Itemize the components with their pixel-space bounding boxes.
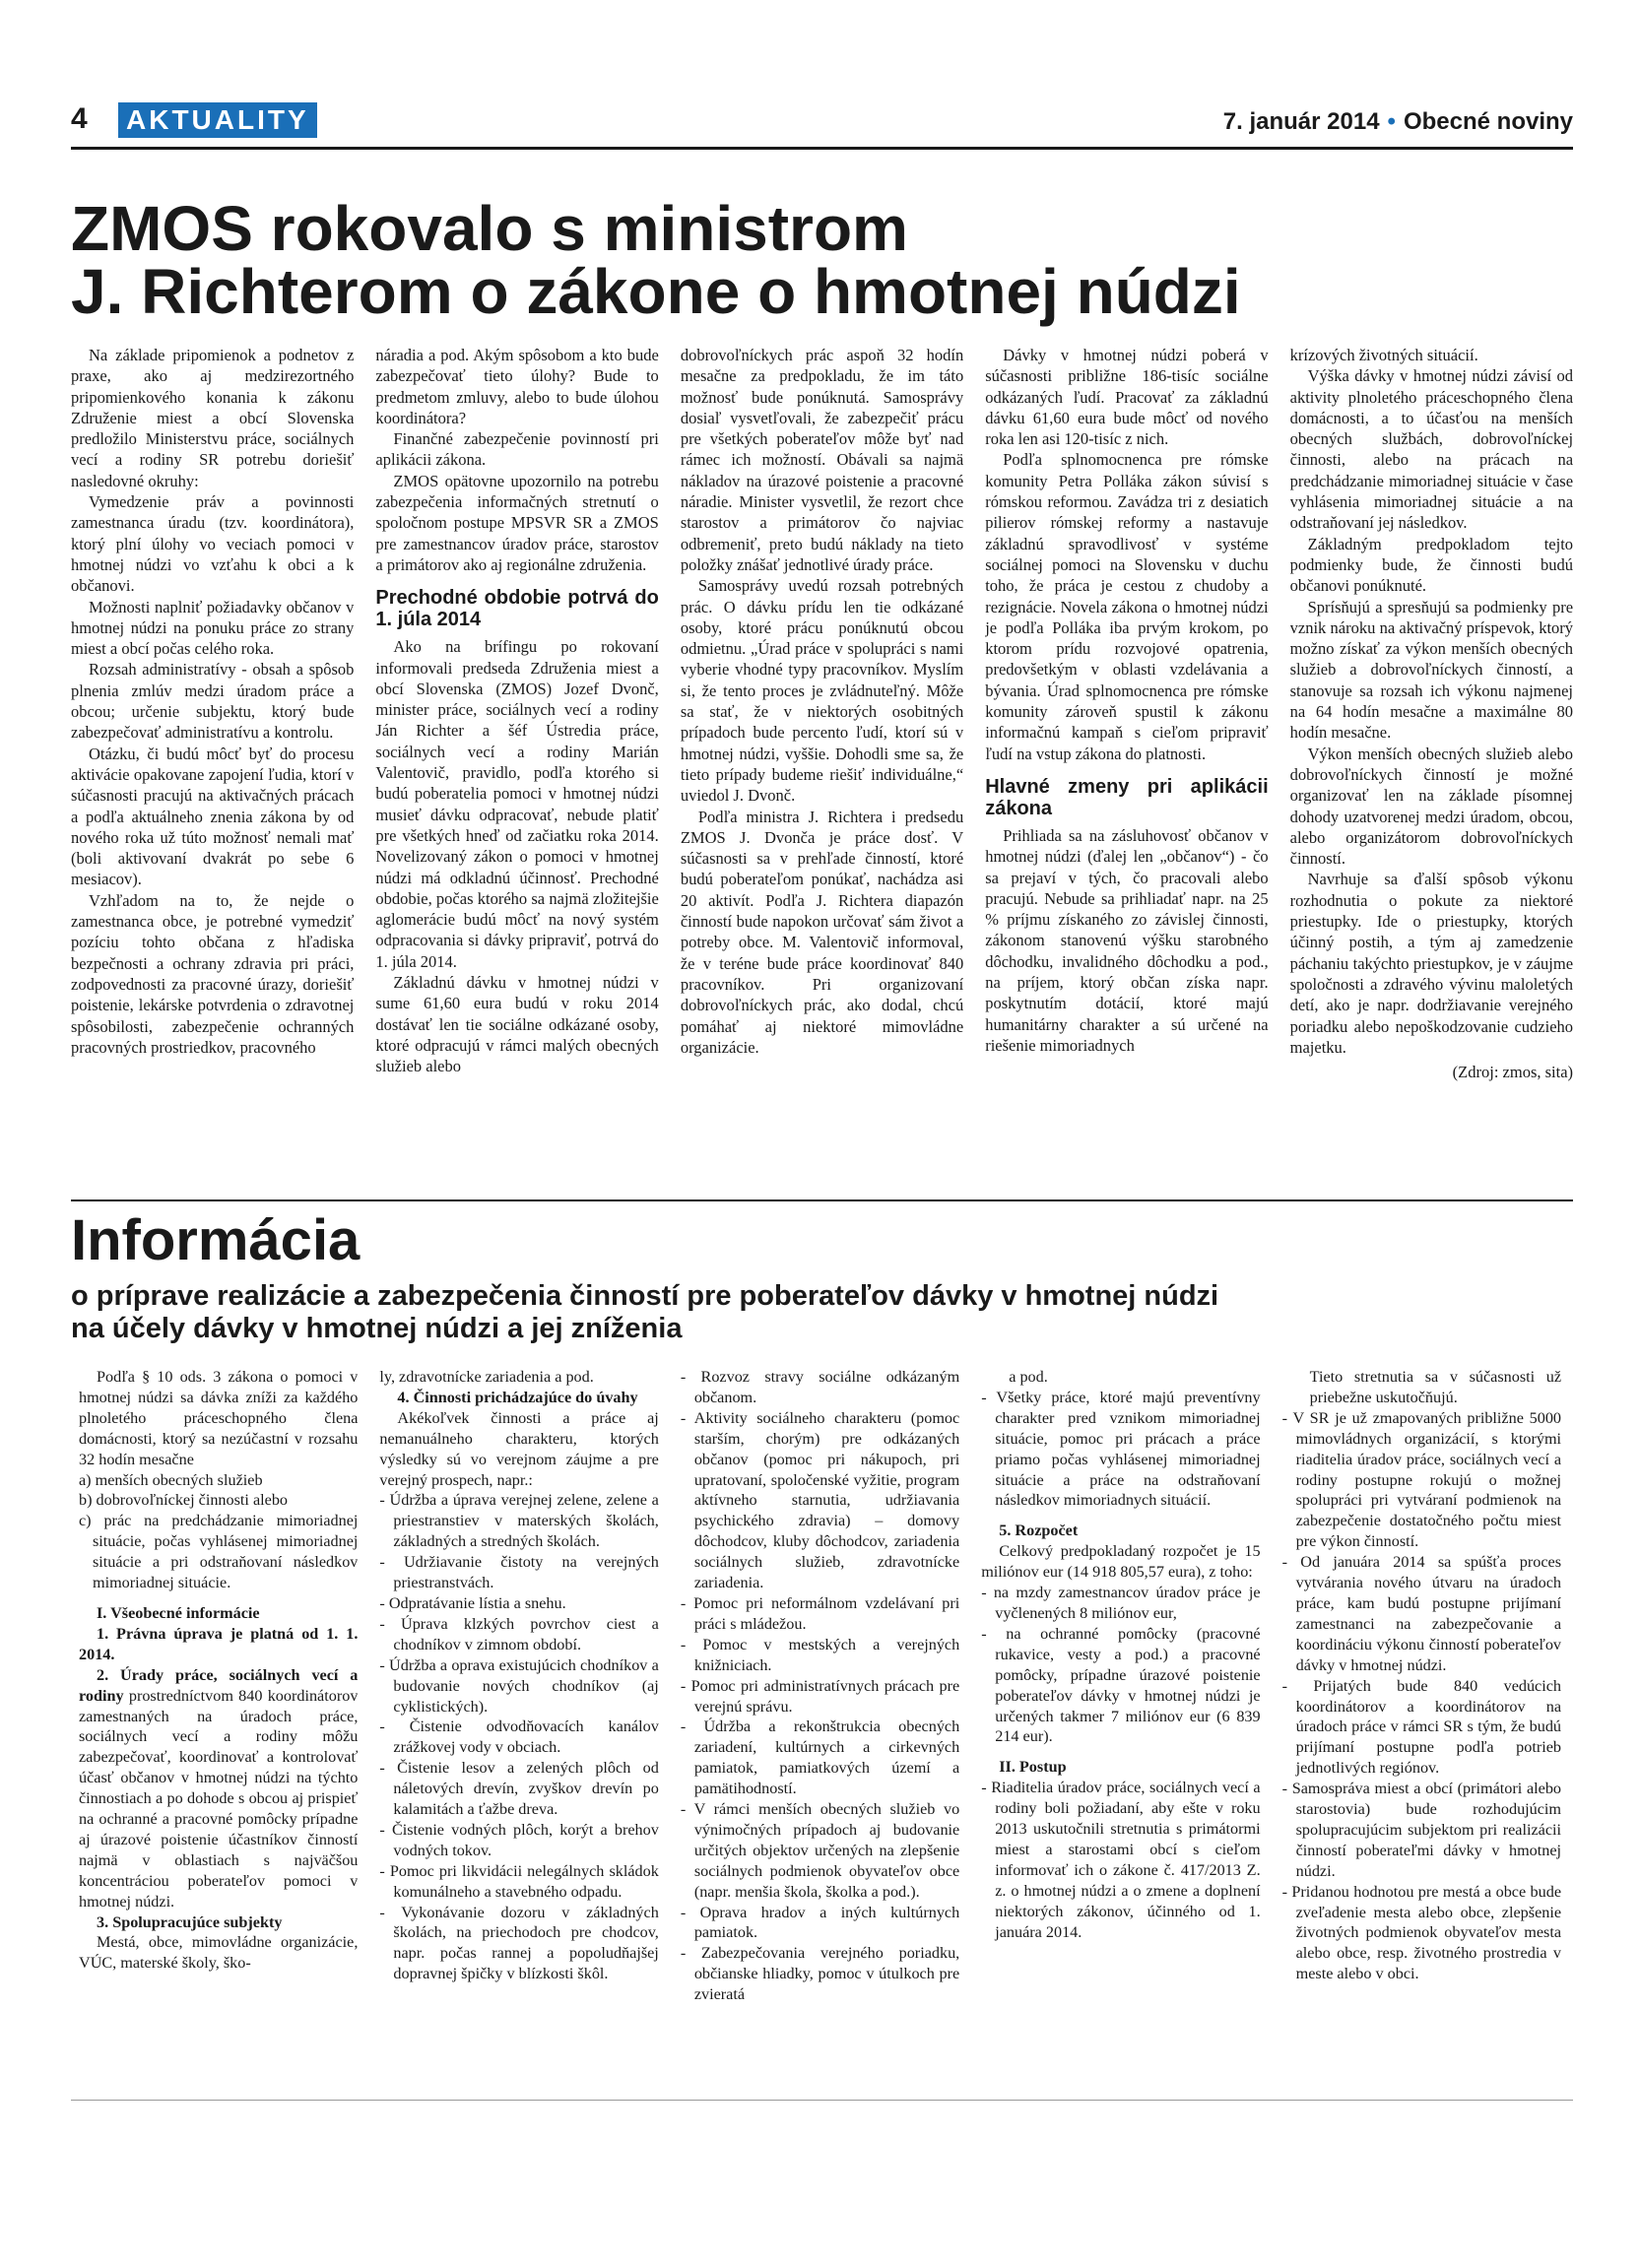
- list-item: - Pridanou hodnotou pre mestá a obce bude zveľadenie mesta alebo obce, zlepšenie životných podmienok obyvateľov mesta alebo obce, resp. životného prostredia v meste alebo v obci.: [1281, 1882, 1562, 1983]
- list-item: - Odpratávanie lístia a snehu.: [379, 1593, 566, 1612]
- list-item: - Pomoc v mestských a verejných knižniciach.: [680, 1635, 960, 1674]
- paragraph: ZMOS opätovne upozornilo na potrebu zabezpečenia informačných stretnutí o spoločnom postupe MPSVR SR a ZMOS pre zamestnancov úradov práce, starostov a primátorov ako aj regionálne združenia.: [375, 471, 659, 574]
- article1-body: [71, 345, 1573, 1192]
- paragraph: Sprísňujú a spresňujú sa podmienky pre vznik nároku na aktivačný príspevok, ktorý možno získať za výkon menších obecných služieb a dobrovoľníckych činností, a stanovuje sa rozsah ich výkonu najmenej na 64 hodín mesačne a maximálne 80 hodín mesačne.: [1289, 597, 1574, 743]
- list-item: a) menších obecných služieb: [79, 1470, 263, 1489]
- subheading: Hlavné zmeny pri aplikácii zákona: [985, 775, 1269, 819]
- article2-subhead-line1: o príprave realizácie a zabezpečenia činností pre poberateľov dávky v hmotnej núdzi: [71, 1280, 1219, 1312]
- article2-subhead-line2: na účely dávky v hmotnej núdzi a jej zníženia: [71, 1313, 683, 1344]
- bottom-divider: [71, 2100, 1573, 2101]
- section-heading: 3. Spolupracujúce subjekty: [97, 1912, 283, 1931]
- article2-col3: [681, 1367, 959, 2091]
- list-item: - Pomoc pri neformálnom vzdelávaní pri práci s mládežou.: [680, 1593, 960, 1633]
- divider: [71, 1199, 1573, 1201]
- list-item: - Zabezpečovania verejného poriadku, občianske hliadky, pomoc v útulkoch pre zvieratá: [680, 1944, 960, 2004]
- paragraph: [79, 1665, 358, 1912]
- paragraph: Základnú dávku v hmotnej núdzi v sume 61,60 eura budú v roku 2014 dostávať len tie sociálne odkázané osoby, ktoré odpracujú v rámci malých obecných služieb alebo: [375, 973, 659, 1076]
- section-heading: 4. Činnosti prichádzajúce do úvahy: [397, 1388, 638, 1406]
- article2-col2: [379, 1367, 658, 2091]
- article2-headline: Informácia: [71, 1208, 361, 1272]
- article1-headline-line1: ZMOS rokovalo s ministrom: [71, 193, 908, 264]
- list-item: - Údržba a oprava existujúcich chodníkov a budovanie nových chodníkov (aj cyklistických).: [379, 1655, 659, 1716]
- paragraph: dobrovoľníckych prác aspoň 32 hodín mesačne za predpokladu, že im táto možnosť bude ponúknutá. Samosprávy dosiaľ vysvetľovali, že zabezpečiť prácu pre všetkých poberateľov môže byť nad rámec ich možností. Obávali sa najmä nákladov na úrazové poistenie a pracovné náradie. Minister vysvetlil, že rezort chce starostov a primátorov čo najviac odbremeniť, preto budú náklady na tieto položky znášať jednotlivé úrady práce.: [680, 346, 964, 574]
- paragraph: Tieto stretnutia sa v súčasnosti už priebežne uskutočňujú.: [1309, 1368, 1562, 1406]
- section-label: AKTUALITY: [118, 102, 317, 138]
- article2-col4: [981, 1367, 1260, 2091]
- list-item: - Všetky práce, ktoré majú preventívny charakter pred vznikom mimoriadnej situácie, pomoc pri prácach a práce priamo počas vyhlásenej mimoriadnej situácie a práce na odstraňovaní následkov mimoriadnych situácií.: [981, 1388, 1261, 1510]
- paragraph: Podľa splnomocnenca pre rómske komunity Petra Polláka zákon súvisí s rómskou reformou. Zavádza tri z desiatich pilierov rómskej reformy a nastavuje základnú spravodlivosť v systéme sociálnej pomoci na Slovensku v duchu toho, že práca je cestou z chudoby a rezignácie. Novela zákona o hmotnej núdzi je podľa Polláka iba prvým krokom, po ktorom prídu rozvojové opatrenia, predovšetkým v oblasti vzdelávania a bývania. Úrad splnomocnenca pre rómske komunity zároveň spustil k zákonu informačnú kampaň s cieľom pripraviť ľudí na vstup zákona do platnosti.: [985, 450, 1269, 763]
- list-item: - Udržiavanie čistoty na verejných priestranstvách.: [379, 1553, 659, 1592]
- list-item: - Čistenie lesov a zelených plôch od náletových drevín, zvyškov drevín po kalamitách a ťažbe dreva.: [379, 1759, 659, 1819]
- paragraph: a pod.: [1009, 1368, 1048, 1386]
- paragraph: Podľa § 10 ods. 3 zákona o pomoci v hmotnej núdzi sa dávka zníži za každého plnoletého práceschopného člena domácnosti, ktorý sa nezúčastní v rozsahu 32 hodín mesačne: [79, 1368, 359, 1468]
- section-heading: 1. Právna úprava je platná od 1. 1. 2014.: [79, 1624, 359, 1663]
- publication-name: Obecné noviny: [1403, 108, 1573, 135]
- paragraph: Podľa ministra J. Richtera i predsedu ZMOS J. Dvonča je práce dosť. V súčasnosti sa v prehľade činností, ktoré budú poberateľom ponúkať, nachádza asi 20 aktivít. Podľa J. Richtera diapazón činností bude napokon určovať sám život a potreby obce. M. Valentovič informoval, že v teréne bude práce koordinovať 840 pracovníkov. Pri organizovaní dobrovoľníckych prác, ako dodal, chcú pomáhať aj niektoré mimovládne organizácie.: [680, 807, 964, 1057]
- list-item: - V SR je už zmapovaných približne 5000 mimovládnych organizácií, s ktorými riaditelia úradov práce, sociálnych vecí a rodiny postupne rokujú o možnej spolupráci pri vytváraní podmienok na zabezpečenie dostatočného počtu miest pre výkon činností.: [1281, 1408, 1562, 1551]
- article1-col4: [985, 345, 1268, 1192]
- paragraph: náradia a pod. Akým spôsobom a kto bude zabezpečovať tieto úlohy? Bude to predmetom zmluvy, alebo to bude úlohou koordinátora?: [375, 346, 659, 427]
- article1-col2: [375, 345, 658, 1192]
- article2-body: [79, 1367, 1561, 2091]
- list-item: - na ochranné pomôcky (pracovné rukavice, vesty a pod.) a pracovné pomôcky, prípadne úrazové poistenie poberateľov dávky v hmotnej núdzi je určených takmer 7 miliónov eur (6 839 214 eur).: [981, 1624, 1261, 1746]
- source-credit: (Zdroj: zmos, sita): [1452, 1063, 1574, 1082]
- article1-headline-line2: J. Richterom o zákone o hmotnej núdzi: [71, 256, 1241, 327]
- subheading: Prechodné obdobie potrvá do 1. júla 2014: [375, 587, 659, 631]
- list-item: c) prác na predchádzanie mimoriadnej situácie, počas vyhlásenej mimoriadnej situácie a pri odstraňovaní následkov mimoriadnej situácie.: [79, 1512, 359, 1592]
- paragraph: Vzhľadom na to, že nejde o zamestnanca obce, je potrebné vymedziť pozíciu tohto občana z hľadiska bezpečnosti a ochrany zdravia pri práci, zodpovednosti za pracovné úrazy, doriešiť poistenie, lekárske potvrdenia o zdravotnej spôsobilosti, zabezpečenie ochranných pracovných prostriedkov, pracovného: [71, 890, 355, 1057]
- paragraph: Prihliada sa na zásluhovosť občanov v hmotnej núdzi (ďalej len „občanov“) - čo sa prejaví v tých, čo pracovali alebo pracujú. Nebude sa prihliadať napr. na 25 % príjmu získaného zo závislej činnosti, zákonom stanovenú výšku starobného dôchodku, invalidného dôchodku a pod., na príjem, ktorý občan získa napr. poskytnutím dotácií, ktoré majú humanitárny charakter a sú určené na riešenie mimoriadnych: [985, 825, 1269, 1055]
- section-heading: 5. Rozpočet: [999, 1522, 1079, 1540]
- article2-subhead: [71, 1280, 1573, 1345]
- paragraph: Výška dávky v hmotnej núdzi závisí od aktivity plnoletého práceschopného člena domácnosti, a to účasťou na menších obecných službách, dobrovoľníckej činnosti, alebo na prácach na predchádzanie mimoriadnej situácie v čase vyhlásenia mimoriadnej situácie a na odstraňovaní jej následkov.: [1289, 366, 1574, 533]
- paragraph: Navrhuje sa ďalší spôsob výkonu rozhodnutia o pokute za niektoré priestupky. Ide o priestupky, ktorých účinný postih, a tým aj zamedzenie páchaniu takýchto priestupkov, je v záujme spoločnosti a zdravého vývinu maloletých detí, ako je napr. dodržiavanie verejného poriadku alebo nepoškodzovanie cudzieho majetku.: [1289, 870, 1574, 1057]
- article1-col1: [71, 345, 354, 1192]
- paragraph: krízových životných situácií.: [1289, 346, 1478, 364]
- list-item: - Rozvoz stravy sociálne odkázaným občanom.: [680, 1368, 960, 1406]
- paragraph: Mestá, obce, mimovládne organizácie, VÚC, materské školy, ško-: [79, 1933, 359, 1973]
- list-item: - Riaditelia úradov práce, sociálnych vecí a rodiny boli požiadaní, aby ešte v roku 2013 uskutočnili stretnutia s primátormi miest a starostami obcí s cieľom informovať ich o zákone č. 417/2013 Z. z. o hmotnej núdzi a o zmene a doplnení niektorých zákonov, účinného od 1. januára 2014.: [981, 1779, 1261, 1941]
- list-item: - Pomoc pri likvidácii nelegálnych skládok komunálneho a stavebného odpadu.: [379, 1861, 659, 1901]
- paragraph: Na základe pripomienok a podnetov z praxe, ako aj medzirezortného pripomienkového konania k zákonu Združenie miest a obcí Slovenska predložilo Ministerstvu práce, sociálnych vecí a rodiny SR potrebu doriešiť nasledovné okruhy:: [71, 346, 355, 490]
- list-item: - Od januára 2014 sa spúšťa proces vytvárania nového útvaru na úradoch práce, kam budú postupne prijímaní zamestnanci na zabezpečovanie a koordináciu výkonu činností poberateľov dávky v hmotnej núdzi.: [1281, 1553, 1562, 1674]
- paragraph: Základným predpokladom tejto podmienky bude, že činnosti budú občanovi ponúknuté.: [1289, 534, 1574, 596]
- page-number: 4: [71, 102, 88, 135]
- list-item: - Prijatých bude 840 vedúcich koordinátorov a koordinátorov na úradoch práce v rámci SR s tým, že budú prijímaní postupne podľa potrieb jednotlivých regiónov.: [1281, 1676, 1562, 1778]
- paragraph: Výkon menších obecných služieb alebo dobrovoľníckych činností je možné organizovať len na základe písomnej dohody uzatvorenej medzi úradom, obcou, alebo organizátorom dobrovoľníckych činností.: [1289, 744, 1574, 869]
- list-item: - Samospráva miest a obcí (primátori alebo starostovia) bude rozhodujúcim spolupracujúcim subjektom pri realizácii činností poberateľmi dávky v hmotnej núdzi.: [1281, 1780, 1562, 1880]
- list-item: - Pomoc pri administratívnych prácach pre verejnú správu.: [680, 1676, 960, 1716]
- article1-col5: [1290, 345, 1573, 1192]
- inline-text: prostredníctvom 840 koordinátorov zamestnaných na úradoch práce, sociálnych vecí a rodiny môžu zabezpečovať, koordinovať a kontrolovať účasť občanov v hmotnej núdzi na týchto činnostiach a po dohode s obcou aj prispieť na ochranné a pracovné pomôcky prípadne aj úrazové poistenie účastníkov činností najmä v oblastiach s najväčšou koncentráciou poberateľov pomoci v hmotnej núdzi.: [79, 1686, 359, 1911]
- paragraph: Akékoľvek činnosti a práce aj nemanuálneho charakteru, ktorých výsledky sú vo verejnom záujme a pre verejný prospech, napr.:: [379, 1408, 659, 1489]
- paragraph: Dávky v hmotnej núdzi poberá v súčasnosti približne 186-tisíc sociálne odkázaných ľudí. Pracovať za základnú dávku 61,60 eura bude môcť od nového roka len asi 120-tisíc z nich.: [985, 346, 1269, 449]
- paragraph: ly, zdravotnícke zariadenia a pod.: [379, 1368, 594, 1386]
- list-item: - na mzdy zamestnancov úradov práce je vyčlenených 8 miliónov eur,: [981, 1584, 1261, 1622]
- paragraph: Vymedzenie práv a povinnosti zamestnanca úradu (tzv. koordinátora), ktorý plní úlohy vo veciach pomoci v hmotnej núdzi vo vzťahu k obci a k občanovi.: [71, 492, 355, 596]
- section-heading: I. Všeobecné informácie: [97, 1603, 260, 1622]
- list-item: - Oprava hradov a iných kultúrnych pamiatok.: [680, 1903, 960, 1942]
- list-item: - Úprava klzkých povrchov ciest a chodníkov v zimnom období.: [379, 1614, 659, 1653]
- article2-col1: [79, 1367, 358, 2091]
- list-item: - Údržba a rekonštrukcia obecných zariadení, kultúrnych a cirkevných pamiatok, pamiatkových území a pamätihodností.: [680, 1717, 960, 1798]
- page-header: [71, 102, 1573, 150]
- paragraph: Ako na brífingu po rokovaní informovali predseda Združenia miest a obcí Slovenska (ZMOS) Jozef Dvonč, minister práce, sociálnych vecí a rodiny Ján Richter a šéf Ústredia práce, sociálnych vecí a rodiny Marián Valentovič, pravidlo, podľa ktorého si budú poberatelia pomoci v hmotnej núdzi musieť dávku odpracovať, nebude platiť pre všetkých hneď od začiatku roka 2014. Novelizovaný zákon o pomoci v hmotnej núdzi má odkladnú účinnosť. Prechodné obdobie, počas ktorého sa najmä zložitejšie aglomerácie budú môcť na nový systém odpracovania si dávky pripraviť, potrvá do 1. júla 2014.: [375, 637, 659, 971]
- list-item: - Aktivity sociálneho charakteru (pomoc starším, chorým) pre odkázaných občanov (pomoc pri nákupoch, pri upratovaní, spoločenské vyžitie, program aktívneho starnutia, udržiavania psychického zdravia) – domovy dôchodcov, kluby dôchodcov, zariadenia sociálnych služieb, zdravotnícke zariadenia.: [680, 1408, 960, 1592]
- list-item: - Vykonávanie dozoru v základných školách, na priechodoch pre chodcov, napr. počas rannej a popoludňajšej dopravnej špičky v blízkosti škôl.: [379, 1903, 659, 1983]
- section-heading: II. Postup: [999, 1758, 1067, 1777]
- issue-line: [1223, 108, 1573, 136]
- article1-headline: [71, 193, 1573, 327]
- inline-heading: 2. Úrady práce, sociálnych vecí a rodiny: [79, 1665, 359, 1705]
- list-item: - Čistenie odvodňovacích kanálov zrážkovej vody v obciach.: [379, 1717, 659, 1757]
- paragraph: Rozsah administratívy - obsah a spôsob plnenia zmlúv medzi úradom práce a obcou; určenie subjektu, ktorý bude zabezpečovať administratívu a kontrolu.: [71, 660, 355, 743]
- list-item: - V rámci menších obecných služieb vo výnimočných prípadoch aj budovanie určitých objektov určených na zlepšenie sociálnych podmienok obyvateľov obce (napr. menšia škola, školka a pod.).: [680, 1800, 960, 1901]
- paragraph: Možnosti naplniť požiadavky občanov v hmotnej núdzi na ponuku práce zo strany miest a obcí počas celého roka.: [71, 597, 355, 659]
- article2-col5: [1282, 1367, 1561, 2091]
- issue-date: 7. január 2014: [1222, 108, 1380, 135]
- separator-dot: •: [1387, 108, 1396, 135]
- list-item: - Čistenie vodných plôch, korýt a brehov vodných tokov.: [379, 1820, 659, 1859]
- paragraph: Celkový predpokladaný rozpočet je 15 miliónov eur (14 918 805,57 eura), z toho:: [981, 1542, 1261, 1582]
- paragraph: Otázku, či budú môcť byť do procesu aktivácie opakovane zapojení ľudia, ktorí v súčasnosti pracujú na aktivačných prácach a podľa aktuálneho znenia zákona by od nového roka už túto možnosť nemali mať (boli aktivovaní dvakrát po sebe 6 mesiacov).: [71, 744, 355, 889]
- paragraph: Finančné zabezpečenie povinností pri aplikácii zákona.: [375, 429, 659, 470]
- article1-col3: [681, 345, 963, 1192]
- list-item: b) dobrovoľníckej činnosti alebo: [79, 1491, 289, 1510]
- paragraph: Samosprávy uvedú rozsah potrebných prác. O dávku prídu len tie odkázané osoby, ktoré prácu ponúknutú obcou odmietnu. „Úrad práce v spolupráci s nami vyberie vhodné typy pracovníkov. Myslím si, že tento proces je zvládnuteľný. Môže sa stať, že v niektorých osobitných prípadoch bude percento ľudí, ktorí sú v hmotnej núdzi, vyššie. Dohodli sme sa, že tieto prípady budeme riešiť individuálne,“ uviedol J. Dvonč.: [680, 576, 964, 806]
- list-item: - Údržba a úprava verejnej zelene, zelene a priestranstiev v materských školách, základných a stredných školách.: [379, 1491, 659, 1551]
